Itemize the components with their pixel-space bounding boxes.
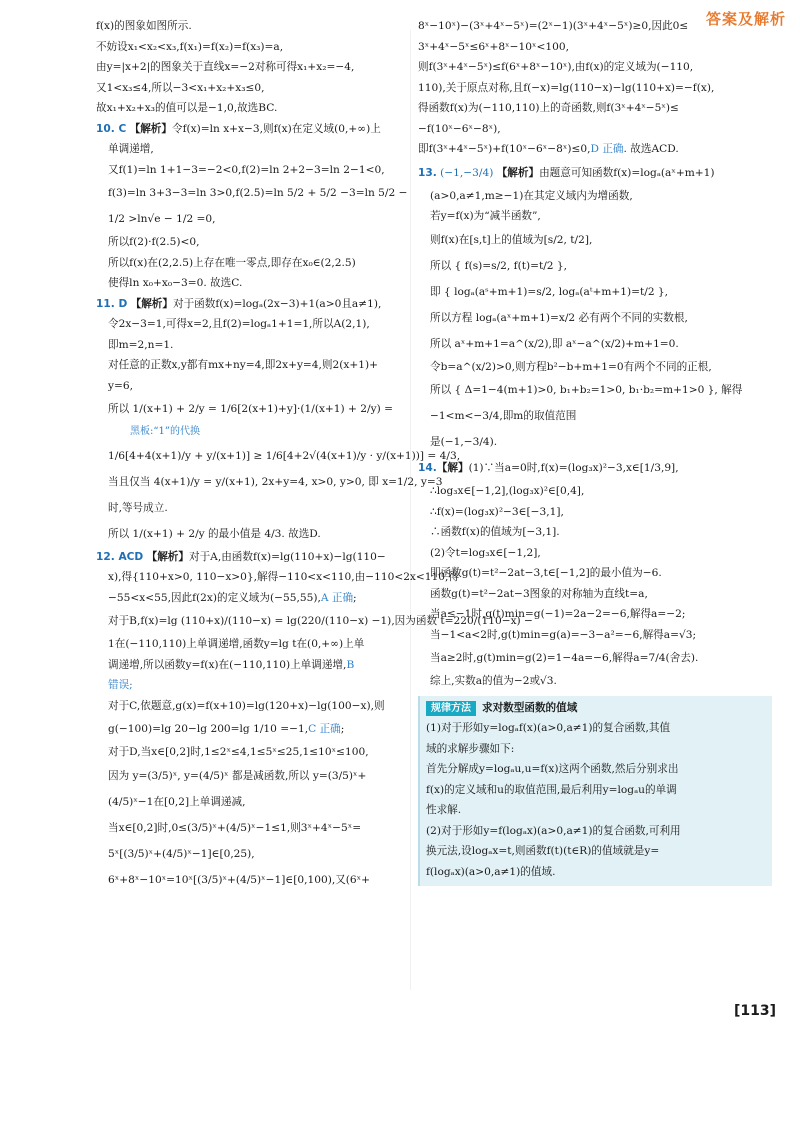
text-line: 5ˣ[(3/5)ˣ+(4/5)ˣ−1]∈[0,25), xyxy=(108,847,255,860)
text-line: 则f(3ˣ+4ˣ−5ˣ)≤f(6ˣ+8ˣ−10ˣ),由f(x)的定义域为(−110, xyxy=(418,61,694,73)
text-line: 由题意可知函数f(x)=logₐ(aˣ+m+1) xyxy=(539,166,715,179)
text-line: 当−1<a<2时,g(t)min=g(a)=−3−a²=−6,解得a=√3; xyxy=(430,628,697,641)
text-line: 所以 { f(s)=s/2, f(t)=t/2 }, xyxy=(430,259,568,272)
text-line: 所以 aˣ+m+1=a^(x/2),即 aˣ−a^(x/2)+m+1=0. xyxy=(430,337,679,350)
text-line: 域的求解步骤如下: xyxy=(426,742,515,755)
text-line: 调递增,所以函数y=f(x)在(−110,110)上单调递增,B xyxy=(108,658,355,671)
blackboard-note: 黑板:“1”的代换 xyxy=(130,426,200,437)
text-line: 所以f(2)·f(2.5)<0, xyxy=(108,236,200,248)
text-line: 由y=|x+2|的图象关于直线x=−2对称可得x₁+x₂=−4, xyxy=(96,61,355,73)
text-line: (4/5)ˣ−1在[0,2]上单调递减, xyxy=(108,795,246,808)
analysis-tag: 【解析】 xyxy=(496,166,540,179)
text-line: 6ˣ+8ˣ−10ˣ=10ˣ[(3/5)ˣ+(4/5)ˣ−1]∈[0,100),又(6ˣ+ xyxy=(108,873,371,886)
text-line: 所以 1/(x+1) + 2/y = 1/6[2(x+1)+y]·(1/(x+1) + 2/y) = xyxy=(108,403,393,415)
verdict-text: 错误; xyxy=(108,679,133,691)
text-line: 使得ln x₀+x₀−3=0. 故选C. xyxy=(108,277,243,289)
text-line: 令f(x)=ln x+x−3,则f(x)在定义域(0,+∞)上 xyxy=(171,122,381,135)
text-line: 首先分解成y=logₐu,u=f(x)这两个函数,然后分别求出 xyxy=(426,763,679,775)
text-line: 又1<x₃≤4,所以−3<x₁+x₂+x₃≤0, xyxy=(96,81,265,94)
question-13-heading xyxy=(418,160,770,186)
question-number: 10. C xyxy=(96,122,127,135)
text-line: 对于A,由函数f(x)=lg(110+x)−lg(110− xyxy=(188,550,386,563)
text-line: 综上,实数a的值为−2或√3. xyxy=(430,675,557,687)
page-number: [113] xyxy=(734,1003,777,1019)
text-line: 所以f(x)在(2,2.5)上存在唯一零点,即存在x₀∈(2,2.5) xyxy=(108,256,356,269)
text-line: 即 { logₐ(aˢ+m+1)=s/2, logₐ(aᵗ+m+1)=t/2 }, xyxy=(430,285,669,298)
text-line: 若y=f(x)为“减半函数”, xyxy=(430,210,541,222)
right-column xyxy=(418,16,770,886)
text-line: ∴函数f(x)的值域为[−3,1]. xyxy=(430,526,560,538)
text-line: 当a≤−1时,g(t)min=g(−1)=2a−2=−6,解得a=−2; xyxy=(430,608,686,620)
method-tip-label: 规律方法 xyxy=(426,701,476,716)
text-line: 又f(1)=ln 1+1−3=−2<0,f(2)=ln 2+2−3=ln 2−1<0, xyxy=(108,163,385,176)
text-line: f(logₐx)(a>0,a≠1)的值域. xyxy=(426,865,556,878)
text-line: 1在(−110,110)上单调递增,函数y=lg t在(0,+∞)上单 xyxy=(108,638,365,650)
text-line: 函数g(t)=t²−2at−3图象的对称轴为直线t=a, xyxy=(430,587,648,600)
text-line: −f(10ˣ−6ˣ−8ˣ), xyxy=(418,122,501,135)
text-line: (1)∵当a=0时,f(x)=(log₃x)²−3,x∈[1/3,9], xyxy=(468,462,679,474)
header-title: 答案及解析 xyxy=(705,10,786,28)
method-tip-header xyxy=(426,698,768,719)
text-line xyxy=(96,675,446,696)
text-line: y=6, xyxy=(108,379,133,392)
text-line: x),得{110+x>0, 110−x>0},解得−110<x<110,由−110<2x<110,得 xyxy=(108,571,459,583)
text-line: 所以 1/(x+1) + 2/y 的最小值是 4/3. 故选D. xyxy=(108,527,321,540)
text-line: 对于C,依题意,g(x)=f(x+10)=lg(120+x)−lg(100−x),则 xyxy=(108,699,385,712)
text-line: 不妨设x₁<x₂<x₃,f(x₁)=f(x₂)=f(x₃)=a, xyxy=(96,40,284,53)
text-line: 110),关于原点对称,且f(−x)=lg(110−x)−lg(110+x)=−f(x), xyxy=(418,81,715,94)
question-number: 13. xyxy=(418,166,437,179)
text-line: 即函数g(t)=t²−2at−3,t∈[−1,2]的最小值为−6. xyxy=(430,567,662,579)
text-line: ∴f(x)=(log₃x)²−3∈[−3,1], xyxy=(430,505,564,518)
text-line: 性求解. xyxy=(426,804,462,816)
text-line: 对任意的正数x,y都有mx+ny=4,即2x+y=4,则2(x+1)+ xyxy=(108,359,378,371)
text-line: 即m=2,n=1. xyxy=(108,338,174,351)
question-number: 11. D xyxy=(96,297,128,310)
analysis-tag: 【解析】 xyxy=(146,550,189,563)
text-line: 1/2 >ln√e − 1/2 =0, xyxy=(108,213,216,225)
text-line: 令2x−3=1,可得x=2,且f(2)=logₐ1+1=1,所以A(2,1), xyxy=(108,318,370,330)
text-line: 8ˣ−10ˣ)−(3ˣ+4ˣ−5ˣ)=(2ˣ−1)(3ˣ+4ˣ−5ˣ)≥0,因此0≤ xyxy=(418,20,689,32)
text-line: f(x)的图象如图所示. xyxy=(96,20,192,32)
text-line: 单调递增, xyxy=(108,143,154,155)
question-10-heading xyxy=(96,119,446,140)
text-line: 得函数f(x)为(−110,110)上的奇函数,则f(3ˣ+4ˣ−5ˣ)≤ xyxy=(418,102,679,114)
text-line: 则f(x)在[s,t]上的值域为[s/2, t/2], xyxy=(430,233,593,246)
verdict-text: D 正确 xyxy=(590,143,624,155)
text-line: 对于B,f(x)=lg (110+x)/(110−x) = lg(220/(110−x) −1),因为函数 t=220/(110−x) − xyxy=(108,615,533,627)
text-line: 当且仅当 4(x+1)/y = y/(x+1), 2x+y=4, x>0, y>0, 即 x=1/2, y=3 时,等号成立. xyxy=(108,475,443,514)
text-line: 对于D,当x∈[0,2]时,1≤2ˣ≤4,1≤5ˣ≤25,1≤10ˣ≤100, xyxy=(108,746,369,758)
text-line: 故x₁+x₂+x₃的值可以是−1,0,故选BC. xyxy=(96,102,278,114)
solution-tag: 【解】 xyxy=(436,462,469,474)
analysis-tag: 【解析】 xyxy=(129,122,172,135)
verdict-text: B xyxy=(346,658,355,671)
method-tip-box xyxy=(418,696,772,887)
text-line: 即f(3ˣ+4ˣ−5ˣ)+f(10ˣ−6ˣ−8ˣ)≤0,D 正确. 故选ACD. xyxy=(418,143,679,155)
text-line: (1)对于形如y=logₐf(x)(a>0,a≠1)的复合函数,其值 xyxy=(426,722,671,734)
text-line: 令b=a^(x/2)>0,则方程b²−b+m+1=0有两个不同的正根, xyxy=(430,360,712,373)
question-12-heading xyxy=(96,547,446,568)
text-line: 是(−1,−3/4). xyxy=(430,436,498,448)
text-line: g(−100)=lg 20−lg 200=lg 1/10 =−1,C 正确; xyxy=(108,723,345,735)
text-line: 1/6[4+4(x+1)/y + y/(x+1)] ≥ 1/6[4+2√(4(x+1)/y · y/(x+1))] = 4/3, xyxy=(108,449,461,462)
text-line: 所以 { Δ=1−4(m+1)>0, b₁+b₂=1>0, b₁·b₂=m+1>0 }, 解得−1<m<−3/4,即m的取值范围 xyxy=(430,384,743,422)
question-number: 12. ACD xyxy=(96,550,144,563)
verdict-text: A 正确 xyxy=(320,591,354,604)
text-line: 当x∈[0,2]时,0≤(3/5)ˣ+(4/5)ˣ−1≤1,则3ˣ+4ˣ−5ˣ= xyxy=(108,821,362,834)
verdict-text: C 正确 xyxy=(308,723,341,735)
text-line: f(x)的定义域和u的取值范围,最后利用y=logₐu的单调 xyxy=(426,783,677,796)
text-line: 3ˣ+4ˣ−5ˣ≤6ˣ+8ˣ−10ˣ<100, xyxy=(418,40,569,53)
method-tip-heading: 求对数型函数的值域 xyxy=(482,701,578,714)
answer-value: (−1,−3/4) xyxy=(440,166,494,179)
text-line: 当a≥2时,g(t)min=g(2)=1−4a=−6,解得a=7/4(舍去). xyxy=(430,652,699,664)
text-line: (a>0,a≠1,m≥−1)在其定义域内为增函数, xyxy=(430,189,633,202)
question-number: 14. xyxy=(418,462,437,474)
text-line: f(3)=ln 3+3−3=ln 3>0,f(2.5)=ln 5/2 + 5/2 −3=ln 5/2 − xyxy=(108,187,408,199)
text-line: (2)令t=log₃x∈[−1,2], xyxy=(430,546,541,559)
analysis-tag: 【解析】 xyxy=(130,297,173,310)
question-11-heading xyxy=(96,294,446,315)
text-line: ∴log₃x∈[−1,2],(log₃x)²∈[0,4], xyxy=(430,485,585,497)
question-14-heading xyxy=(418,455,770,481)
text-line: (2)对于形如y=f(logₐx)(a>0,a≠1)的复合函数,可利用 xyxy=(426,824,681,837)
text-line: −55<x<55,因此f(2x)的定义域为(−55,55),A 正确; xyxy=(108,591,357,604)
text-line: 因为 y=(3/5)ˣ, y=(4/5)ˣ 都是减函数,所以 y=(3/5)ˣ+ xyxy=(108,769,367,782)
text-line: 对于函数f(x)=logₐ(2x−3)+1(a>0且a≠1), xyxy=(173,297,382,310)
text-line: 所以方程 logₐ(aˣ+m+1)=x/2 必有两个不同的实数根, xyxy=(430,311,688,324)
text-line: 换元法,设logₐx=t,则函数f(t)(t∈R)的值域就是y= xyxy=(426,845,660,857)
